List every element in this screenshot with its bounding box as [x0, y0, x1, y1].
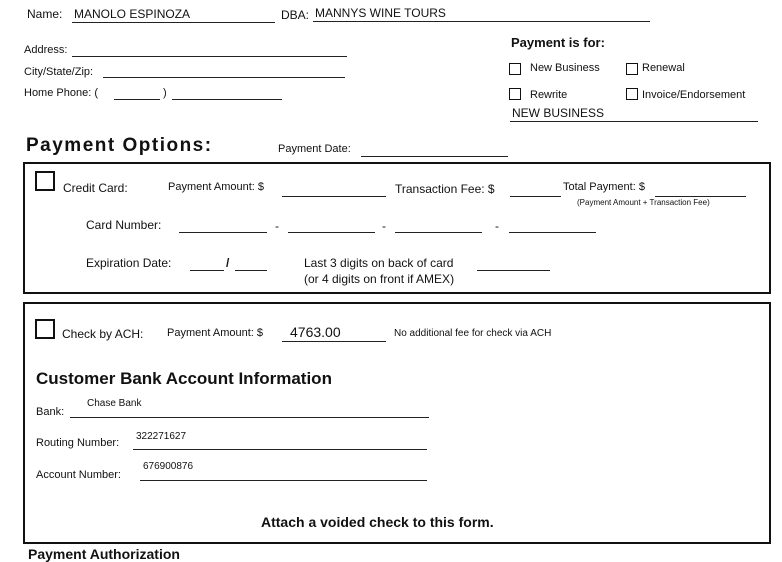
ach-checkbox[interactable] [35, 319, 55, 339]
card-number-part3[interactable] [395, 232, 482, 233]
address-label: Address: [24, 44, 68, 56]
payment-for-line [510, 121, 758, 122]
account-line [140, 480, 427, 481]
routing-value[interactable]: 322271627 [136, 431, 187, 442]
name-line [72, 22, 275, 23]
payment-date-label: Payment Date: [278, 143, 351, 155]
account-value[interactable]: 676900876 [143, 461, 194, 472]
phone-label: Home Phone: ( [24, 87, 98, 99]
card-dash-2: - [382, 219, 386, 233]
bank-value[interactable]: Chase Bank [87, 398, 142, 409]
cc-amount-line[interactable] [282, 196, 386, 197]
payment-authorization-heading: Payment Authorization [28, 546, 180, 562]
phone-number-line[interactable] [172, 99, 282, 100]
dba-label: DBA: [281, 8, 310, 22]
credit-card-checkbox[interactable] [35, 171, 55, 191]
name-label: Name: [27, 7, 63, 21]
city-line[interactable] [103, 77, 345, 78]
city-label: City/State/Zip: [24, 66, 94, 78]
ach-amount-value[interactable]: 4763.00 [290, 324, 341, 340]
cvv-line[interactable] [477, 270, 550, 271]
card-number-label: Card Number: [86, 218, 162, 232]
bank-label: Bank: [36, 406, 65, 418]
dba-value[interactable]: MANNYS WINE TOURS [315, 6, 446, 20]
payment-date-line[interactable] [361, 156, 508, 157]
rewrite-checkbox[interactable] [509, 88, 521, 100]
expiration-slash: / [226, 256, 230, 270]
cvv-label-line2: (or 4 digits on front if AMEX) [304, 272, 455, 286]
ach-amount-label: Payment Amount: $ [167, 327, 263, 339]
phone-paren-close: ) [163, 87, 167, 99]
phone-area-line[interactable] [114, 99, 160, 100]
renewal-label: Renewal [642, 62, 685, 74]
cc-fee-line[interactable] [510, 196, 561, 197]
expiration-year-line[interactable] [235, 270, 267, 271]
bank-line [70, 417, 429, 418]
expiration-label: Expiration Date: [86, 256, 172, 270]
invoice-endorsement-label: Invoice/Endorsement [642, 89, 746, 101]
account-label: Account Number: [36, 469, 121, 481]
card-number-part1[interactable] [179, 232, 267, 233]
payment-for-title: Payment is for: [511, 35, 605, 50]
new-business-label: New Business [530, 62, 600, 74]
cc-amount-label: Payment Amount: $ [168, 181, 264, 193]
cvv-label-line1: Last 3 digits on back of card [304, 256, 454, 270]
renewal-checkbox[interactable] [626, 63, 638, 75]
card-number-part4[interactable] [509, 232, 596, 233]
cc-total-line[interactable] [655, 196, 746, 197]
card-dash-3: - [495, 219, 499, 233]
cc-total-label: Total Payment: $ [563, 181, 645, 193]
ach-no-fee-note: No additional fee for check via ACH [394, 328, 552, 339]
new-business-checkbox[interactable] [509, 63, 521, 75]
address-line[interactable] [72, 56, 347, 57]
cc-fee-label: Transaction Fee: $ [395, 182, 495, 196]
name-value[interactable]: MANOLO ESPINOZA [74, 7, 191, 21]
routing-line [133, 449, 427, 450]
payment-for-value[interactable]: NEW BUSINESS [512, 106, 605, 120]
routing-label: Routing Number: [36, 437, 120, 449]
invoice-endorsement-checkbox[interactable] [626, 88, 638, 100]
credit-card-label: Credit Card: [63, 181, 128, 195]
attach-voided-check-note: Attach a voided check to this form. [261, 514, 494, 530]
card-number-part2[interactable] [288, 232, 375, 233]
payment-options-title: Payment Options: [26, 135, 213, 156]
ach-amount-line [282, 341, 386, 342]
ach-label: Check by ACH: [62, 327, 144, 341]
bank-info-title: Customer Bank Account Information [36, 369, 332, 388]
cc-total-note: (Payment Amount + Transaction Fee) [577, 198, 710, 207]
rewrite-label: Rewrite [530, 89, 568, 101]
dba-line [313, 21, 650, 22]
expiration-month-line[interactable] [190, 270, 224, 271]
card-dash-1: - [275, 219, 279, 233]
